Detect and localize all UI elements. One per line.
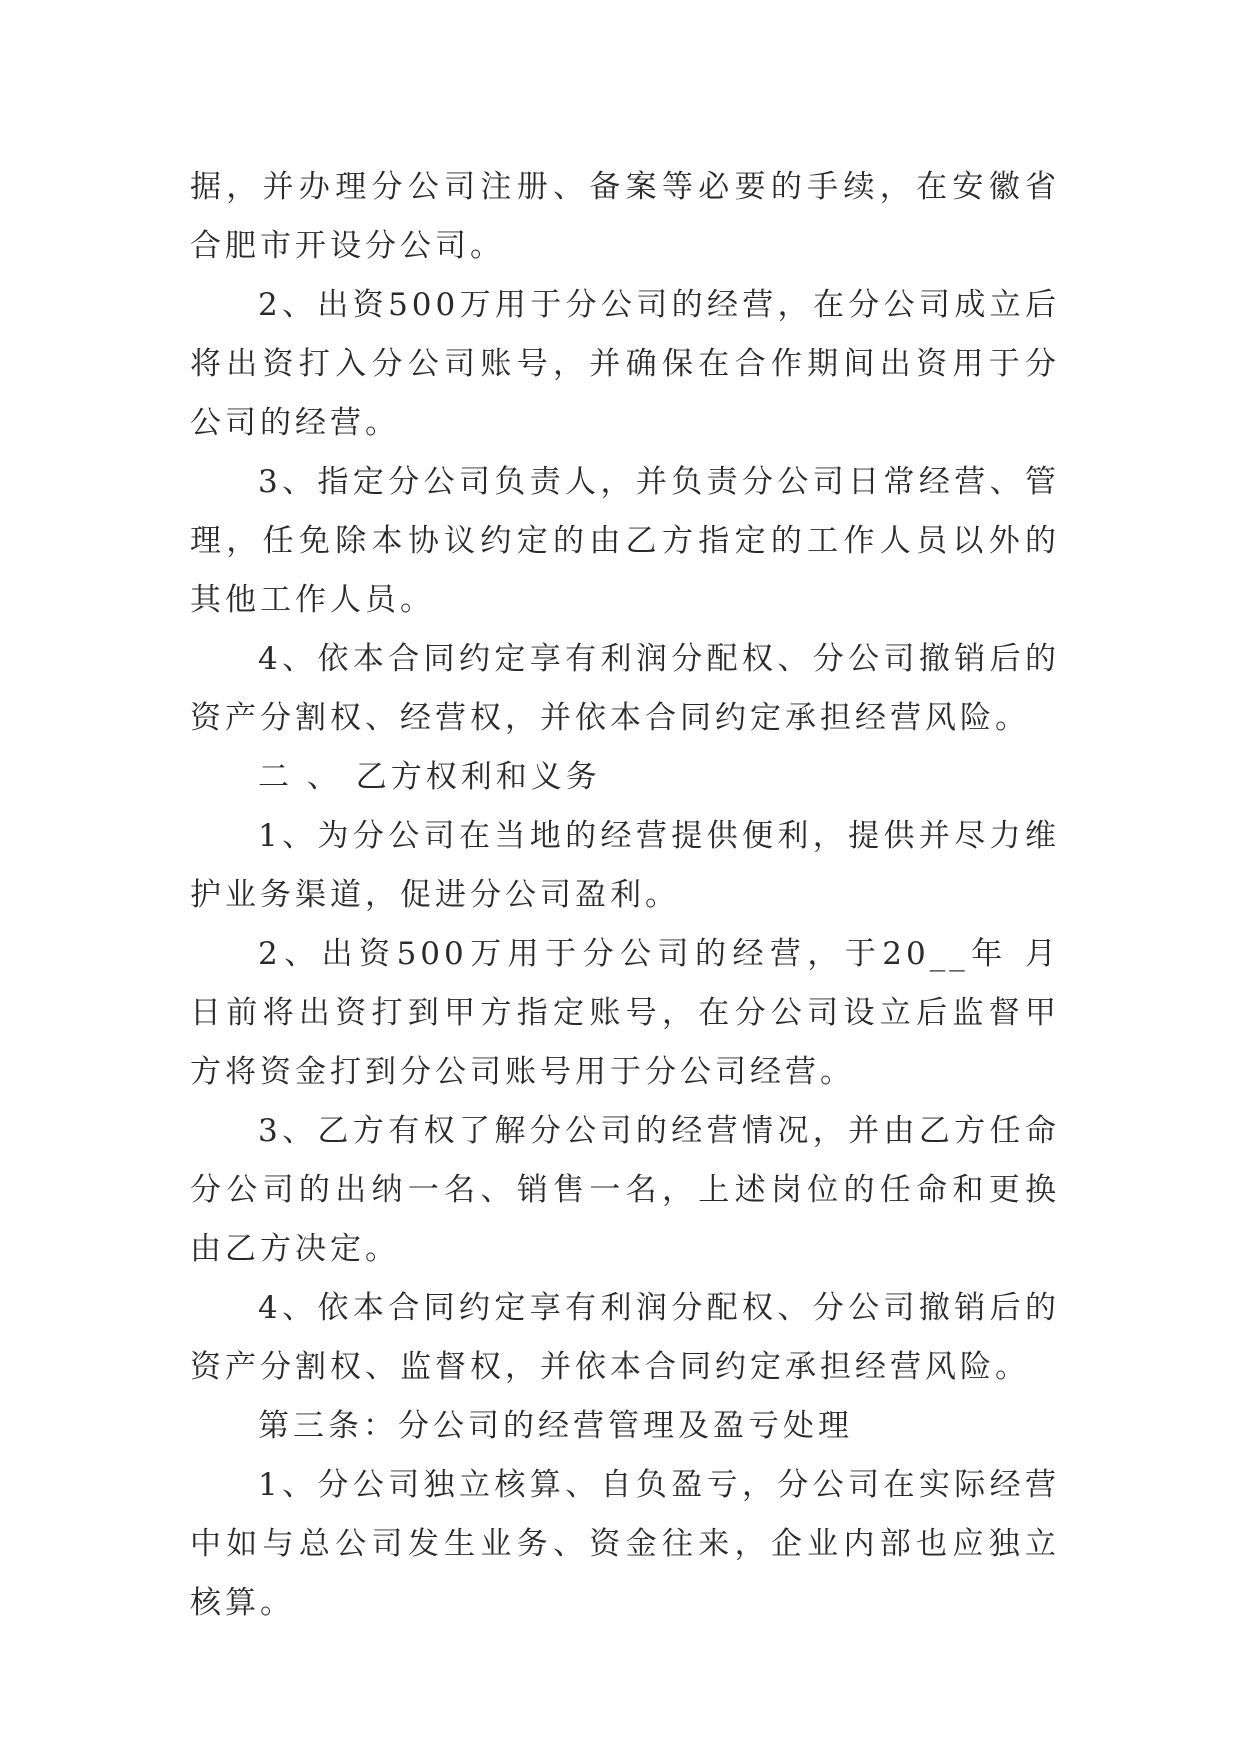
paragraph-11: 1、分公司独立核算、自负盈亏，分公司在实际经营中如与总公司发生业务、资金往来，企业内部也应独立核算。 bbox=[190, 1467, 1060, 1621]
paragraph-3: 3、指定分公司负责人，并负责分公司日常经营、管理，任免除本协议约定的由乙方指定的工作人员以外的其他工作人员。 bbox=[190, 464, 1060, 618]
paragraph-9: 4、依本合同约定享有利润分配权、分公司撤销后的资产分割权、监督权，并依本合同约定承担经营风险。 bbox=[190, 1290, 1060, 1385]
paragraph-7: 2、出资500万用于分公司的经营，于20__年 月 日前将出资打到甲方指定账号，在分公司设立后监督甲方将资金打到分公司账号用于分公司经营。 bbox=[190, 936, 1060, 1090]
paragraph-4: 4、依本合同约定享有利润分配权、分公司撤销后的资产分割权、经营权，并依本合同约定承担经营风险。 bbox=[190, 641, 1060, 736]
paragraph-1: 据，并办理分公司注册、备案等必要的手续，在安徽省合肥市开设分公司。 bbox=[190, 169, 1060, 264]
document-body bbox=[190, 158, 1060, 1633]
article-three-heading: 第三条：分公司的经营管理及盈亏处理 bbox=[258, 1408, 853, 1444]
paragraph-8: 3、乙方有权了解分公司的经营情况，并由乙方任命分公司的出纳一名、销售一名，上述岗位的任命和更换由乙方决定。 bbox=[190, 1113, 1060, 1267]
paragraph-2: 2、出资500万用于分公司的经营，在分公司成立后将出资打入分公司账号，并确保在合作期间出资用于分公司的经营。 bbox=[190, 287, 1060, 441]
section-heading-party-b: 二 、 乙方权利和义务 bbox=[258, 759, 601, 795]
paragraph-6: 1、为分公司在当地的经营提供便利，提供并尽力维护业务渠道，促进分公司盈利。 bbox=[190, 818, 1060, 913]
